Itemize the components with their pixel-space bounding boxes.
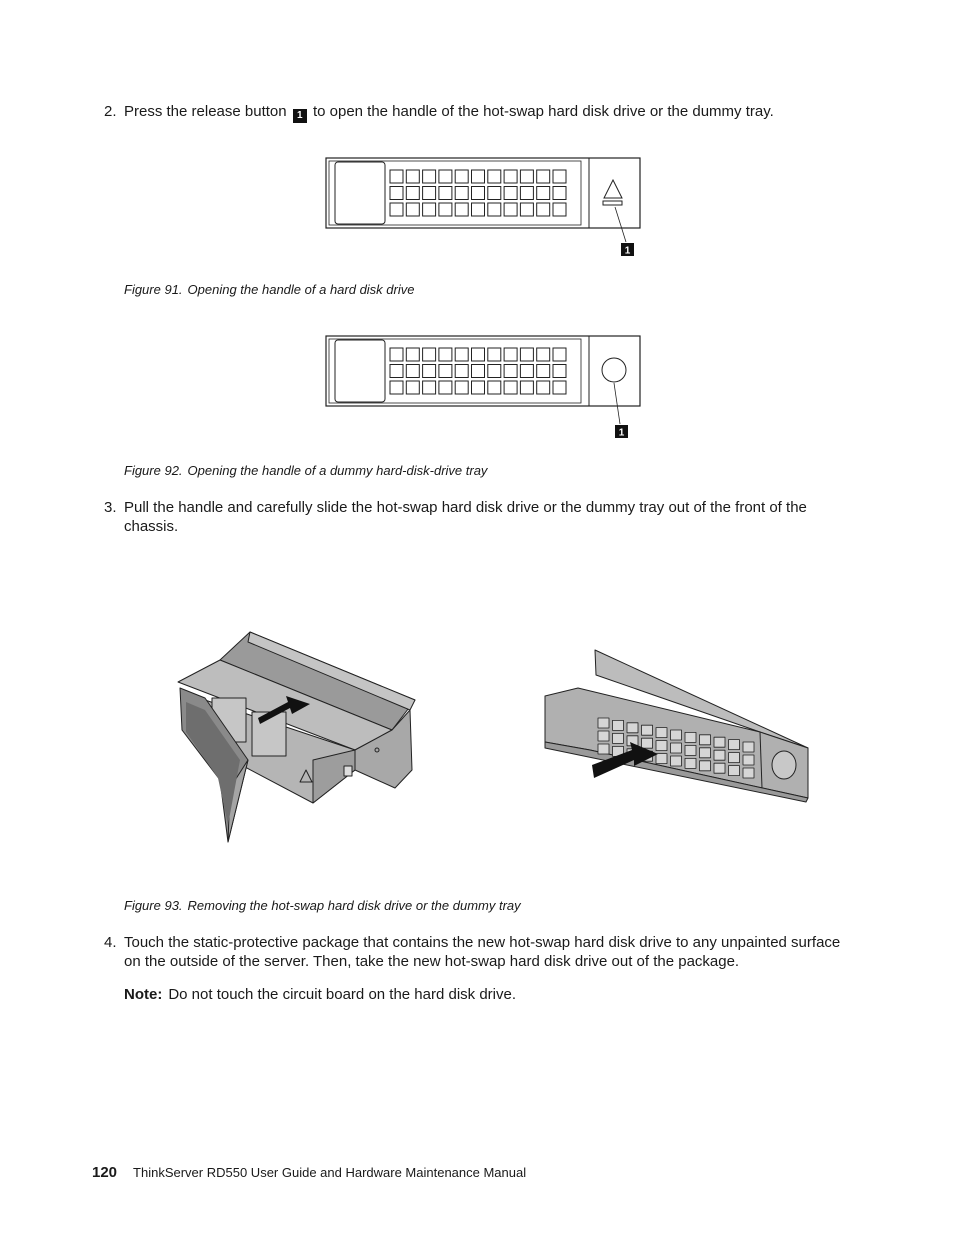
vent-slot	[553, 187, 566, 200]
vent-slot	[488, 187, 501, 200]
vent-slot	[685, 745, 696, 755]
step-text: Pull the handle and carefully slide the hot-swap hard disk drive or the dummy tray out of the front of the chassis.	[124, 499, 807, 535]
callout-badge: 1	[624, 245, 631, 257]
vent-slot	[656, 741, 667, 751]
step-number: 2.	[104, 103, 117, 120]
vent-slot	[685, 732, 696, 742]
vent-slot	[455, 348, 468, 361]
vent-slot	[406, 365, 419, 378]
vent-slot	[671, 730, 682, 740]
vent-slot	[439, 365, 452, 378]
vent-slot	[642, 738, 653, 748]
vent-slot	[743, 768, 754, 778]
vent-slot	[472, 381, 485, 394]
vent-slot	[714, 763, 725, 773]
figure-93-caption: Figure 93. Removing the hot-swap hard disk drive or the dummy tray	[124, 898, 521, 913]
vent-slot	[642, 725, 653, 735]
vent-slot	[455, 365, 468, 378]
vent-slot	[504, 187, 517, 200]
vent-slot	[472, 170, 485, 183]
vent-slot	[714, 750, 725, 760]
vent-slot	[488, 170, 501, 183]
vent-slot	[700, 748, 711, 758]
vent-slot	[553, 381, 566, 394]
vent-slot	[700, 761, 711, 771]
vent-slot	[685, 758, 696, 768]
vent-slot	[455, 187, 468, 200]
vent-slot	[390, 381, 403, 394]
vent-slot	[406, 170, 419, 183]
vent-slot	[537, 203, 550, 216]
vent-slot	[553, 203, 566, 216]
vent-slot	[598, 718, 609, 728]
vent-slot	[406, 348, 419, 361]
vent-slot	[439, 170, 452, 183]
vent-slot	[537, 365, 550, 378]
figure-93-illustration	[160, 620, 820, 860]
vent-slot	[472, 203, 485, 216]
vent-slot	[613, 720, 624, 730]
vent-slot	[671, 756, 682, 766]
vent-slot	[504, 203, 517, 216]
vent-slot	[743, 742, 754, 752]
vent-slot	[488, 203, 501, 216]
vent-slot	[714, 737, 725, 747]
vent-slot	[390, 203, 403, 216]
vent-slot	[537, 170, 550, 183]
vent-slot	[537, 381, 550, 394]
vent-slot	[504, 170, 517, 183]
vent-slot	[423, 348, 436, 361]
vent-slot	[472, 365, 485, 378]
vent-slot	[553, 348, 566, 361]
vent-slot	[598, 744, 609, 754]
vent-slot	[390, 348, 403, 361]
vent-slot	[671, 743, 682, 753]
vent-slot	[520, 187, 533, 200]
release-button-icon	[602, 358, 626, 382]
vent-slot	[488, 381, 501, 394]
step-text: Touch the static-protective package that contains the new hot-swap hard disk drive to any unpainted surface on the outside of the server. Then, take the new hot-swap hard disk drive out of the package.	[124, 934, 841, 970]
page-number: 120	[92, 1164, 118, 1181]
vent-slot	[504, 365, 517, 378]
vent-slot	[700, 735, 711, 745]
vent-slot	[439, 203, 452, 216]
vent-slot	[455, 381, 468, 394]
vent-slot	[390, 170, 403, 183]
document-title: ThinkServer RD550 User Guide and Hardware Maintenance Manual	[133, 1165, 527, 1180]
vent-slot	[439, 348, 452, 361]
vent-slot	[390, 187, 403, 200]
vent-slot	[729, 753, 740, 763]
vent-slot	[656, 754, 667, 764]
step-text: Press the release button 1 to open the handle of the hot-swap hard disk drive or the dummy tray.	[124, 103, 774, 121]
vent-slot	[488, 365, 501, 378]
note	[124, 986, 516, 1003]
figure-92-illustration	[320, 330, 650, 442]
figure-92-caption: Figure 92. Opening the handle of a dummy hard-disk-drive tray	[124, 463, 488, 478]
page-footer	[92, 1164, 526, 1181]
vent-slot	[520, 348, 533, 361]
figure-91-illustration	[320, 150, 650, 262]
vent-slot	[743, 755, 754, 765]
step-number: 3.	[104, 499, 117, 516]
figure-91-caption: Figure 91. Opening the handle of a hard disk drive	[124, 282, 415, 297]
vent-slot	[613, 733, 624, 743]
vent-slot	[406, 381, 419, 394]
note-text: Do not touch the circuit board on the hard disk drive.	[168, 986, 517, 1003]
vent-slot	[406, 187, 419, 200]
vent-slot	[627, 723, 638, 733]
vent-slot	[423, 203, 436, 216]
vent-slot	[488, 348, 501, 361]
vent-slot	[423, 381, 436, 394]
vent-slot	[423, 170, 436, 183]
vent-slot	[504, 348, 517, 361]
vent-slot	[729, 766, 740, 776]
vent-slot	[520, 170, 533, 183]
vent-slot	[520, 203, 533, 216]
vent-slot	[439, 187, 452, 200]
vent-slot	[472, 348, 485, 361]
vent-slot	[406, 203, 419, 216]
vent-slot	[553, 365, 566, 378]
vent-slot	[423, 187, 436, 200]
vent-slot	[598, 731, 609, 741]
vent-slot	[455, 170, 468, 183]
vent-slot	[472, 187, 485, 200]
note-label: Note:	[124, 986, 163, 1003]
vent-slot	[504, 381, 517, 394]
vent-slot	[439, 381, 452, 394]
release-button-icon	[772, 751, 796, 779]
dummy-tray-drawing	[545, 650, 808, 802]
vent-slot	[553, 170, 566, 183]
hard-disk-drive-drawing	[178, 632, 415, 842]
vent-slot	[423, 365, 436, 378]
vent-slot	[520, 365, 533, 378]
callout-badge: 1	[618, 427, 625, 439]
vent-slot	[537, 348, 550, 361]
vent-slot	[656, 728, 667, 738]
vent-slot	[537, 187, 550, 200]
vent-slot	[520, 381, 533, 394]
callout-badge: 1	[293, 109, 307, 123]
vent-slot	[729, 740, 740, 750]
vent-slot	[455, 203, 468, 216]
vent-slot	[390, 365, 403, 378]
step-number: 4.	[104, 934, 117, 951]
